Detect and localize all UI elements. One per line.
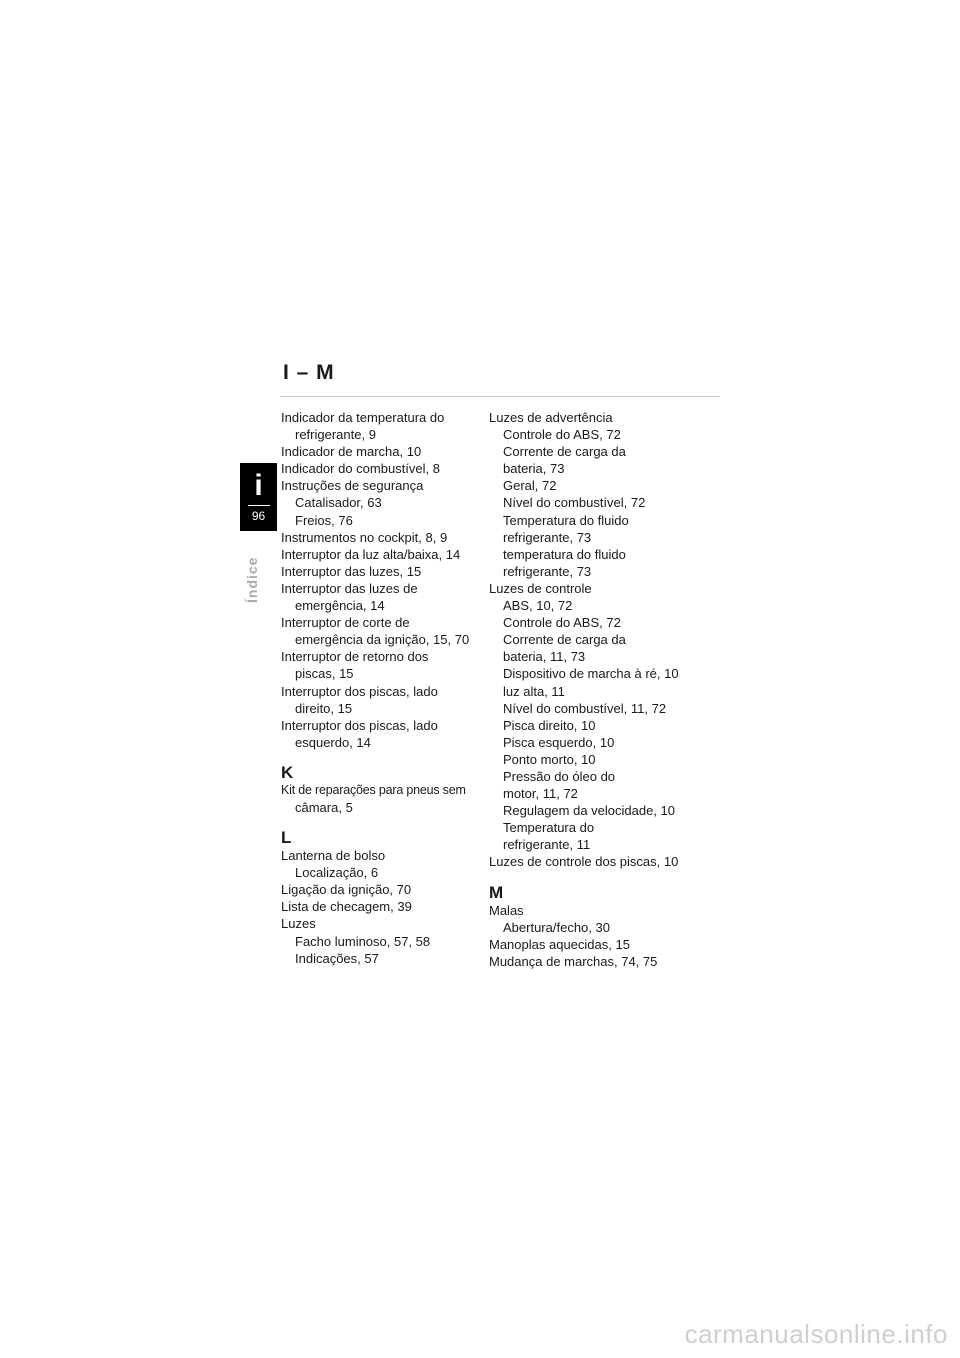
index-subentry: refrigerante, 11 bbox=[503, 837, 591, 853]
index-subentry: temperatura do fluido bbox=[503, 546, 626, 562]
page-number: 96 bbox=[251, 509, 266, 523]
index-subentry: Regulagem da velocidade, 10 bbox=[503, 803, 676, 819]
index-subentry: Ponto morto, 10 bbox=[503, 751, 596, 767]
index-entry: Interruptor das luzes, 15 bbox=[281, 563, 422, 579]
index-entry: Ligação da ignição, 70 bbox=[281, 882, 412, 898]
index-entry: Interruptor de corte de bbox=[281, 615, 410, 631]
index-subentry: Freios, 76 bbox=[295, 512, 353, 528]
index-entry: Instruções de segurança bbox=[281, 478, 424, 494]
index-subentry: Pressão do óleo do bbox=[503, 768, 616, 784]
index-subentry: piscas, 15 bbox=[295, 666, 354, 682]
index-entry: Luzes de controle dos piscas, 10 bbox=[489, 854, 679, 870]
chapter-tab bbox=[240, 463, 277, 531]
index-subentry: Controle do ABS, 72 bbox=[503, 427, 621, 443]
index-entry: Indicador da temperatura do bbox=[281, 410, 445, 425]
index-subentry: refrigerante, 9 bbox=[295, 427, 376, 443]
index-column-right bbox=[489, 409, 704, 970]
index-entry: Instrumentos no cockpit, 8, 9 bbox=[281, 529, 448, 545]
chapter-side-label: Índice bbox=[244, 556, 260, 603]
index-entry: Interruptor das luzes de bbox=[281, 580, 418, 596]
index-column-left bbox=[281, 409, 486, 967]
index-subentry: Nível do combustível, 72 bbox=[503, 495, 646, 511]
index-subentry: Facho luminoso, 57, 58 bbox=[295, 933, 431, 949]
index-subentry: Corrente de carga da bbox=[503, 632, 626, 648]
index-subentry: emergência da ignição, 15, 70 bbox=[295, 632, 470, 648]
index-entry: Interruptor da luz alta/baixa, 14 bbox=[281, 546, 461, 562]
index-subentry: direito, 15 bbox=[295, 700, 353, 716]
index-subentry: refrigerante, 73 bbox=[503, 529, 592, 545]
index-subentry: Corrente de carga da bbox=[503, 444, 626, 460]
index-entry: Manoplas aquecidas, 15 bbox=[489, 936, 630, 952]
index-subentry: motor, 11, 72 bbox=[503, 786, 578, 802]
chapter-tab-divider bbox=[248, 505, 270, 506]
index-subentry: Abertura/fecho, 30 bbox=[503, 919, 610, 935]
index-subentry: Dispositivo de marcha à ré, 10 bbox=[503, 666, 679, 682]
index-subentry: câmara, 5 bbox=[295, 799, 353, 815]
index-entry: Luzes de controle bbox=[489, 580, 592, 596]
index-subentry: Pisca esquerdo, 10 bbox=[503, 734, 615, 750]
index-entry: Interruptor dos piscas, lado bbox=[281, 717, 438, 733]
index-subentry: ABS, 10, 72 bbox=[503, 598, 573, 614]
section-letter: L bbox=[281, 828, 292, 848]
index-subentry: Geral, 72 bbox=[503, 478, 557, 494]
index-subentry: Temperatura do fluido bbox=[503, 512, 629, 528]
index-entry: Luzes bbox=[281, 916, 316, 932]
index-entry: Indicador de marcha, 10 bbox=[281, 444, 422, 460]
index-entry: Indicador do combustível, 8 bbox=[281, 461, 440, 477]
index-entry: Lanterna de bolso bbox=[281, 848, 386, 864]
page-heading: I – M bbox=[283, 361, 335, 384]
index-subentry: Localização, 6 bbox=[295, 865, 379, 881]
index-entry: Lista de checagem, 39 bbox=[281, 899, 412, 915]
chapter-tab-letter: i bbox=[254, 469, 263, 502]
section-letter: K bbox=[281, 762, 294, 782]
index-subentry: bateria, 73 bbox=[503, 461, 565, 477]
index-subentry: bateria, 11, 73 bbox=[503, 649, 586, 665]
index-entry: Malas bbox=[489, 902, 524, 918]
index-subentry: Indicações, 57 bbox=[295, 950, 379, 966]
index-subentry: luz alta, 11 bbox=[503, 683, 565, 699]
index-subentry: emergência, 14 bbox=[295, 598, 385, 614]
heading-divider bbox=[280, 396, 720, 397]
index-subentry: Controle do ABS, 72 bbox=[503, 615, 621, 631]
index-entry: Interruptor dos piscas, lado bbox=[281, 683, 438, 699]
watermark: carmanualsonline.info bbox=[684, 1319, 948, 1349]
index-entry: Interruptor de retorno dos bbox=[281, 649, 429, 665]
index-entry: Kit de reparações para pneus sem bbox=[281, 782, 466, 797]
index-subentry: Pisca direito, 10 bbox=[503, 717, 596, 733]
index-subentry: Temperatura do bbox=[503, 820, 595, 836]
index-subentry: esquerdo, 14 bbox=[295, 734, 371, 750]
index-subentry: Nível do combustível, 11, 72 bbox=[503, 700, 667, 716]
index-entry: Luzes de advertência bbox=[489, 410, 613, 425]
section-letter: M bbox=[489, 882, 504, 902]
index-subentry: refrigerante, 73 bbox=[503, 563, 592, 579]
index-subentry: Catalisador, 63 bbox=[295, 495, 382, 511]
index-entry: Mudança de marchas, 74, 75 bbox=[489, 953, 658, 969]
